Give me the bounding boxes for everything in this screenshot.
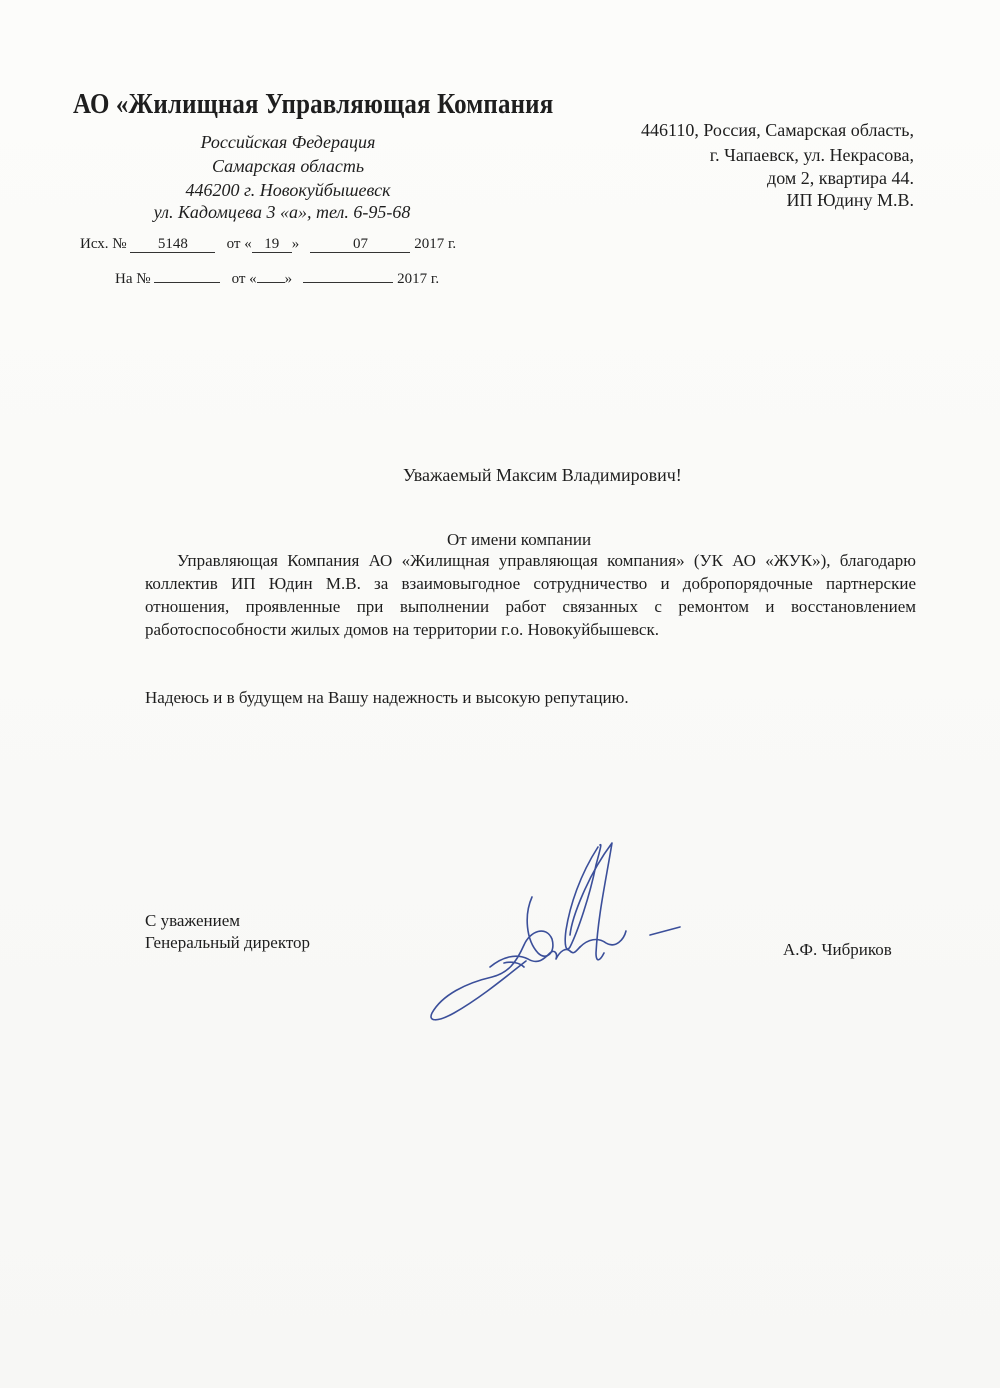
incoming-ref-prefix: На № xyxy=(115,271,151,287)
incoming-ref-year: 2017 г. xyxy=(397,271,440,287)
letterhead-city: 446200 г. Новокуйбышевск xyxy=(185,180,391,200)
body-lead-line: От имени компании xyxy=(447,530,592,549)
outgoing-ref-from-label: от « xyxy=(226,236,252,252)
handwritten-signature xyxy=(420,835,700,1025)
outgoing-reference xyxy=(80,236,456,253)
signatory-name: А.Ф. Чибриков xyxy=(783,940,892,959)
recipient-address-line: г. Чапаевск, ул. Некрасова, xyxy=(709,145,914,165)
regards-line: С уважением xyxy=(145,911,241,930)
closing-line: Надеюсь и в будущем на Вашу надежность и высокую репутацию. xyxy=(145,688,629,707)
outgoing-ref-month: 07 xyxy=(310,237,410,253)
incoming-ref-from-label: от « xyxy=(231,271,257,287)
outgoing-ref-day: 19 xyxy=(252,237,292,253)
salutation: Уважаемый Максим Владимирович! xyxy=(403,465,682,485)
incoming-ref-month-blank xyxy=(303,282,393,283)
letterhead-region: Самарская область xyxy=(211,156,365,176)
outgoing-ref-prefix: Исх. № xyxy=(80,236,127,252)
company-name: АО «Жилищная Управляющая Компания xyxy=(73,88,554,120)
incoming-ref-month-sep: » xyxy=(284,271,293,287)
incoming-reference xyxy=(115,271,439,288)
outgoing-ref-number: 5148 xyxy=(130,237,215,253)
recipient-address-line: дом 2, квартира 44. xyxy=(767,168,914,188)
letterhead-street: ул. Кадомцева 3 «а», тел. 6-95-68 xyxy=(153,202,411,222)
incoming-ref-number-blank xyxy=(154,282,220,283)
signatory-position: Генеральный директор xyxy=(145,933,311,952)
outgoing-ref-year: 2017 г. xyxy=(414,236,457,252)
letterhead-country: Российская Федерация xyxy=(200,132,376,152)
body-paragraph: Управляющая Компания АО «Жилищная управляющая компания» (УК АО «ЖУК»), благодарю коллектив ИП Юдин М.В. за взаимовыгодное сотрудничество и добропорядочные партнерские отношения, проявленные при выполнении работ связанных с ремонтом и восстановлением работоспособности жилых домов на территории г.о. Новокуйбышевск. xyxy=(145,551,916,639)
outgoing-ref-month-sep: » xyxy=(291,236,300,252)
recipient-address-line: 446110, Россия, Самарская область, xyxy=(641,120,914,140)
incoming-ref-day-blank xyxy=(257,282,285,283)
recipient-name: ИП Юдину М.В. xyxy=(786,190,914,210)
